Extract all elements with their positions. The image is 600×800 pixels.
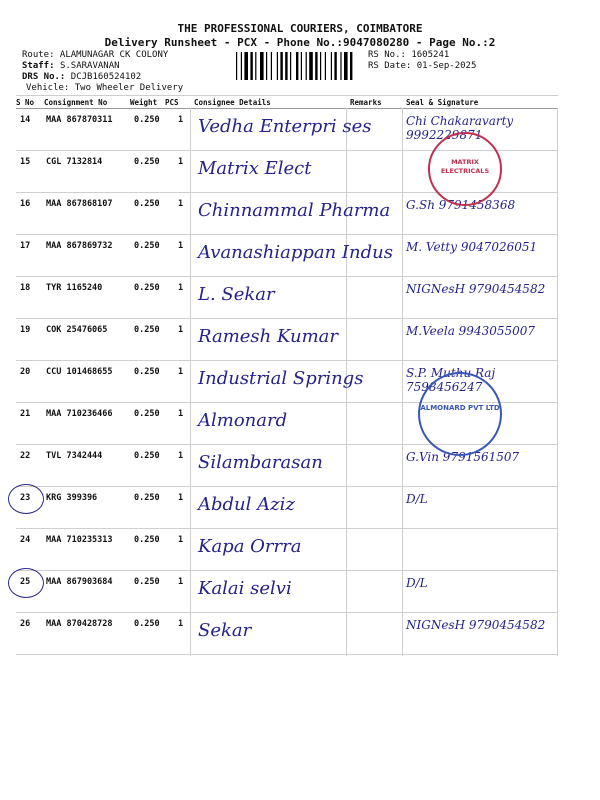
row-sno: 20 (20, 367, 31, 377)
row-pcs: 1 (178, 325, 184, 335)
row-pcs: 1 (178, 157, 184, 167)
matrix-stamp-text: MATRIX ELECTRICALS (440, 158, 490, 175)
recipient-signature: S.P. Muthu Raj 7598456247 (406, 366, 496, 394)
row-sno: 16 (20, 199, 31, 209)
barcode (236, 52, 364, 80)
row-pcs: 1 (178, 241, 184, 251)
barcode-bar (320, 52, 321, 80)
consignee-handwriting: Sekar (198, 620, 252, 641)
barcode-bar (301, 52, 302, 80)
runsheet-subtitle: Delivery Runsheet - PCX - Phone No.:9047080280 - Page No.:2 (104, 36, 496, 49)
circle-mark-25 (8, 568, 44, 598)
barcode-bar (255, 52, 256, 80)
row-pcs: 1 (178, 451, 184, 461)
matrix-stamp (428, 132, 502, 206)
barcode-bar (285, 52, 287, 80)
rs-number: RS No.: 1605241 (368, 50, 450, 60)
row-consignment: KRG 399396 (46, 493, 98, 503)
row-consignment: TYR 1165240 (46, 283, 103, 293)
consignee-handwriting: Matrix Elect (198, 158, 312, 179)
barcode-bar (325, 52, 326, 80)
row-rule (16, 318, 558, 319)
row-pcs: 1 (178, 367, 184, 377)
col-pcs: PCS (165, 98, 179, 107)
row-consignment: CGL 7132814 (46, 157, 103, 167)
staff-label: Staff: (22, 61, 55, 71)
barcode-bar (241, 52, 242, 80)
company-title: THE PROFESSIONAL COURIERS, COIMBATORE (177, 22, 423, 35)
divider-right (557, 108, 558, 656)
barcode-bar (340, 52, 341, 80)
consignee-handwriting: Abdul Aziz (198, 494, 295, 515)
consignee-handwriting: Kapa Orrra (198, 536, 302, 557)
consignee-handwriting: L. Sekar (198, 284, 275, 305)
route-line: Route: ALAMUNAGAR CK COLONY (22, 50, 169, 60)
row-consignment: COK 25476065 (46, 325, 108, 335)
row-weight: 0.250 (134, 115, 160, 125)
row-consignment: MAA 867868107 (46, 199, 113, 209)
recipient-signature: M.Veela 9943055007 (406, 324, 536, 338)
col-sno: S No (16, 98, 35, 107)
row-weight: 0.250 (134, 241, 160, 251)
row-rule (16, 276, 558, 277)
row-weight: 0.250 (134, 535, 160, 545)
row-sno: 24 (20, 535, 31, 545)
recipient-signature: Chi Chakaravarty 9992229871 (406, 114, 514, 142)
barcode-bar (244, 52, 248, 80)
row-weight: 0.250 (134, 199, 160, 209)
recipient-signature: G.Sh 9791458368 (406, 198, 516, 212)
divider-consignee (190, 108, 191, 656)
drs-number: DCJB160524102 (70, 72, 142, 82)
consignee-handwriting: Chinnammal Pharma (198, 200, 391, 221)
staff-line (22, 61, 120, 72)
row-sno: 22 (20, 451, 31, 461)
row-weight: 0.250 (134, 493, 160, 503)
barcode-bar (290, 52, 291, 80)
barcode-bar (306, 52, 307, 80)
barcode-bar (280, 52, 282, 80)
row-sno: 19 (20, 325, 31, 335)
row-pcs: 1 (178, 619, 184, 629)
barcode-bar (331, 52, 332, 80)
barcode-bar (260, 52, 264, 80)
row-weight: 0.250 (134, 367, 160, 377)
col-consignment: Consignment No (44, 98, 108, 107)
recipient-signature: NIGNesH 9790454582 (406, 618, 546, 632)
barcode-bar (271, 52, 272, 80)
row-rule (16, 486, 558, 487)
row-rule (16, 570, 558, 571)
barcode-bar (277, 52, 278, 80)
row-consignment: MAA 870428728 (46, 619, 113, 629)
row-rule (16, 654, 558, 655)
row-sno: 14 (20, 115, 31, 125)
barcode-bar (296, 52, 298, 80)
barcode-bar (250, 52, 252, 80)
recipient-signature: G.Vin 9791561507 (406, 450, 520, 464)
barcode-bar (344, 52, 348, 80)
recipient-signature: M. Vetty 9047026051 (406, 240, 538, 254)
row-pcs: 1 (178, 199, 184, 209)
consignee-handwriting: Industrial Springs (198, 368, 364, 389)
consignee-handwriting: Kalai selvi (198, 578, 292, 599)
barcode-bar (236, 52, 237, 80)
row-rule (16, 360, 558, 361)
recipient-signature: D/L (406, 492, 428, 506)
drs-line (22, 72, 141, 83)
row-rule (16, 528, 558, 529)
barcode-bar (315, 52, 317, 80)
row-consignment: MAA 867869732 (46, 241, 113, 251)
header-bottom-rule (16, 108, 558, 109)
recipient-signature: NIGNesH 9790454582 (406, 282, 546, 296)
row-pcs: 1 (178, 493, 184, 503)
row-weight: 0.250 (134, 157, 160, 167)
row-weight: 0.250 (134, 283, 160, 293)
circle-mark-23 (8, 484, 44, 514)
row-pcs: 1 (178, 283, 184, 293)
barcode-bar (266, 52, 267, 80)
row-consignment: MAA 710236466 (46, 409, 113, 419)
row-weight: 0.250 (134, 451, 160, 461)
drs-label: DRS No.: (22, 72, 66, 82)
row-consignment: MAA 867870311 (46, 115, 113, 125)
row-sno: 17 (20, 241, 31, 251)
barcode-bar (350, 52, 352, 80)
barcode-bar (309, 52, 313, 80)
consignee-handwriting: Almonard (198, 410, 288, 431)
barcode-bar (334, 52, 336, 80)
recipient-signature: D/L (406, 576, 428, 590)
row-consignment: MAA 867903684 (46, 577, 113, 587)
row-weight: 0.250 (134, 619, 160, 629)
consignee-handwriting: Ramesh Kumar (198, 326, 339, 347)
vehicle-line: Vehicle: Two Wheeler Delivery (26, 83, 184, 93)
divider-seal (402, 108, 403, 656)
row-pcs: 1 (178, 577, 184, 587)
row-weight: 0.250 (134, 409, 160, 419)
row-sno: 26 (20, 619, 31, 629)
row-rule (16, 234, 558, 235)
row-weight: 0.250 (134, 577, 160, 587)
header-top-rule (16, 95, 558, 96)
row-pcs: 1 (178, 409, 184, 419)
col-remarks: Remarks (350, 98, 382, 107)
staff-name: S.SARAVANAN (59, 61, 120, 71)
col-consignee: Consignee Details (194, 98, 271, 107)
consignee-handwriting: Avanashiappan Indus (198, 242, 393, 263)
row-sno: 23 (20, 493, 31, 503)
row-consignment: TVL 7342444 (46, 451, 103, 461)
row-rule (16, 612, 558, 613)
col-seal: Seal & Signature (406, 98, 479, 107)
row-pcs: 1 (178, 535, 184, 545)
rs-date: RS Date: 01-Sep-2025 (368, 61, 477, 71)
almonard-stamp-text: ALMONARD PVT LTD (420, 404, 500, 412)
row-sno: 15 (20, 157, 31, 167)
row-sno: 25 (20, 577, 31, 587)
almonard-stamp (418, 372, 502, 456)
row-sno: 21 (20, 409, 31, 419)
col-weight: Weight (130, 98, 158, 107)
row-consignment: CCU 101468655 (46, 367, 113, 377)
row-consignment: MAA 710235313 (46, 535, 113, 545)
row-pcs: 1 (178, 115, 184, 125)
consignee-handwriting: Vedha Enterpri ses (198, 116, 372, 137)
consignee-handwriting: Silambarasan (198, 452, 323, 473)
row-weight: 0.250 (134, 325, 160, 335)
row-sno: 18 (20, 283, 31, 293)
